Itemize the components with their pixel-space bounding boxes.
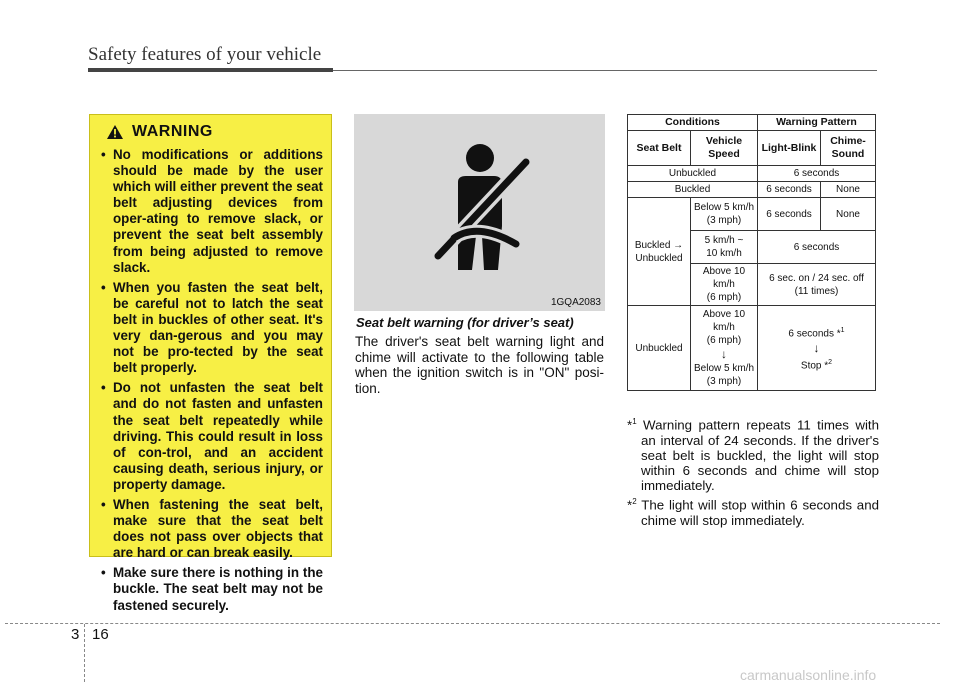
section-caption: Seat belt warning (for driver’s seat) bbox=[356, 315, 574, 330]
cell-light: 6 seconds bbox=[758, 198, 821, 231]
header-rule bbox=[333, 70, 877, 71]
footer-divider bbox=[84, 624, 85, 682]
table-row bbox=[628, 198, 876, 231]
header-conditions: Conditions bbox=[628, 115, 758, 131]
warning-box bbox=[89, 114, 332, 613]
watermark: carmanualsonline.info bbox=[740, 667, 877, 683]
warning-pattern-table bbox=[627, 114, 876, 391]
warning-item: • Make sure there is nothing in the buckle. The seat belt may not be fastened securely. bbox=[101, 565, 323, 613]
footnote: *$^1$ Warning pattern repeats 11 times with an interval of 24 seconds. If the driver's seat belt is buckled, the light will stop within 6 seconds and chime will stop immediately. bbox=[627, 417, 879, 494]
header-seat-belt: Seat Belt bbox=[628, 131, 691, 166]
cell-speed: Below 5 km/h (3 mph) bbox=[691, 198, 758, 231]
figure-code: 1GQA2083 bbox=[550, 297, 601, 308]
cell-pattern: 6 seconds bbox=[758, 231, 876, 264]
cell-condition: Buckled bbox=[628, 182, 758, 198]
header-vehicle-speed: Vehicle Speed bbox=[691, 131, 758, 166]
table-row bbox=[628, 182, 876, 198]
header-bar bbox=[88, 68, 333, 72]
warning-item: • Do not unfasten the seat belt and do not fasten and unfasten the seat belt repeatedly while driving. This could result in loss of con-trol, and an accident causing death, serious injury, or property damage. bbox=[101, 380, 323, 492]
cell-pattern: 6 seconds bbox=[758, 166, 876, 182]
cell-speed: 5 km/h ~ 10 km/h bbox=[691, 231, 758, 264]
cell-speed: Above 10 km/h (6 mph) bbox=[691, 264, 758, 306]
page-header-title: Safety features of your vehicle bbox=[88, 44, 322, 65]
section-paragraph: The driver's seat belt warning light and chime will activate to the following table when the ignition switch is in "ON" posi-tion. bbox=[355, 334, 604, 396]
table-row bbox=[628, 166, 876, 182]
warning-triangle-icon bbox=[106, 124, 124, 140]
down-arrow-icon: ↓ bbox=[813, 340, 820, 355]
warning-item: • When you fasten the seat belt, be careful not to latch the seat belt in buckles of other seat. It's very dan-gerous and you may not be pro-tected by the seat belt properly. bbox=[101, 279, 323, 376]
seat-belt-warning-icon bbox=[428, 142, 538, 272]
warning-list bbox=[98, 147, 323, 614]
table-row bbox=[628, 306, 876, 391]
footnote: *$^2$ The light will stop within 6 seconds and chime will stop immediately. bbox=[627, 497, 879, 529]
table-header-row bbox=[628, 115, 876, 131]
cell-light: 6 seconds bbox=[758, 182, 821, 198]
cell-pattern: 6 sec. on / 24 sec. off (11 times) bbox=[758, 264, 876, 306]
warning-heading bbox=[106, 123, 323, 141]
header-light-blink: Light-Blink bbox=[758, 131, 821, 166]
cell-chime: None bbox=[821, 198, 876, 231]
header-warning-pattern: Warning Pattern bbox=[758, 115, 876, 131]
seat-belt-figure bbox=[354, 114, 605, 311]
chapter-number: 3 bbox=[71, 626, 80, 643]
warning-title: WARNING bbox=[132, 123, 213, 140]
warning-item: • When fastening the seat belt, make sure that the seat belt does not pass over objects that are hard or can break easily. bbox=[101, 496, 323, 561]
footnotes bbox=[627, 414, 879, 529]
table-subheader-row bbox=[628, 131, 876, 166]
cell-speed: Above 10 km/h (6 mph) ↓ Below 5 km/h (3 mph) bbox=[691, 306, 758, 391]
down-arrow-icon: ↓ bbox=[721, 347, 727, 361]
cell-condition: Unbuckled bbox=[628, 166, 758, 182]
page-number: 16 bbox=[92, 626, 109, 643]
cell-seat-belt: Buckled → Unbuckled bbox=[628, 198, 691, 306]
warning-item: • No modifications or additions should be made by the user which will either prevent the seat belt adjusting devices from oper-ating to remove slack, or prevent the seat belt assembly from being adjusted to remove slack. bbox=[101, 147, 323, 275]
footer-rule bbox=[5, 623, 940, 624]
header-chime-sound: Chime- Sound bbox=[821, 131, 876, 166]
cell-chime: None bbox=[821, 182, 876, 198]
cell-seat-belt: Unbuckled bbox=[628, 306, 691, 391]
cell-pattern: 6 seconds *$^1$ ↓ Stop *$^2$ bbox=[758, 306, 876, 391]
